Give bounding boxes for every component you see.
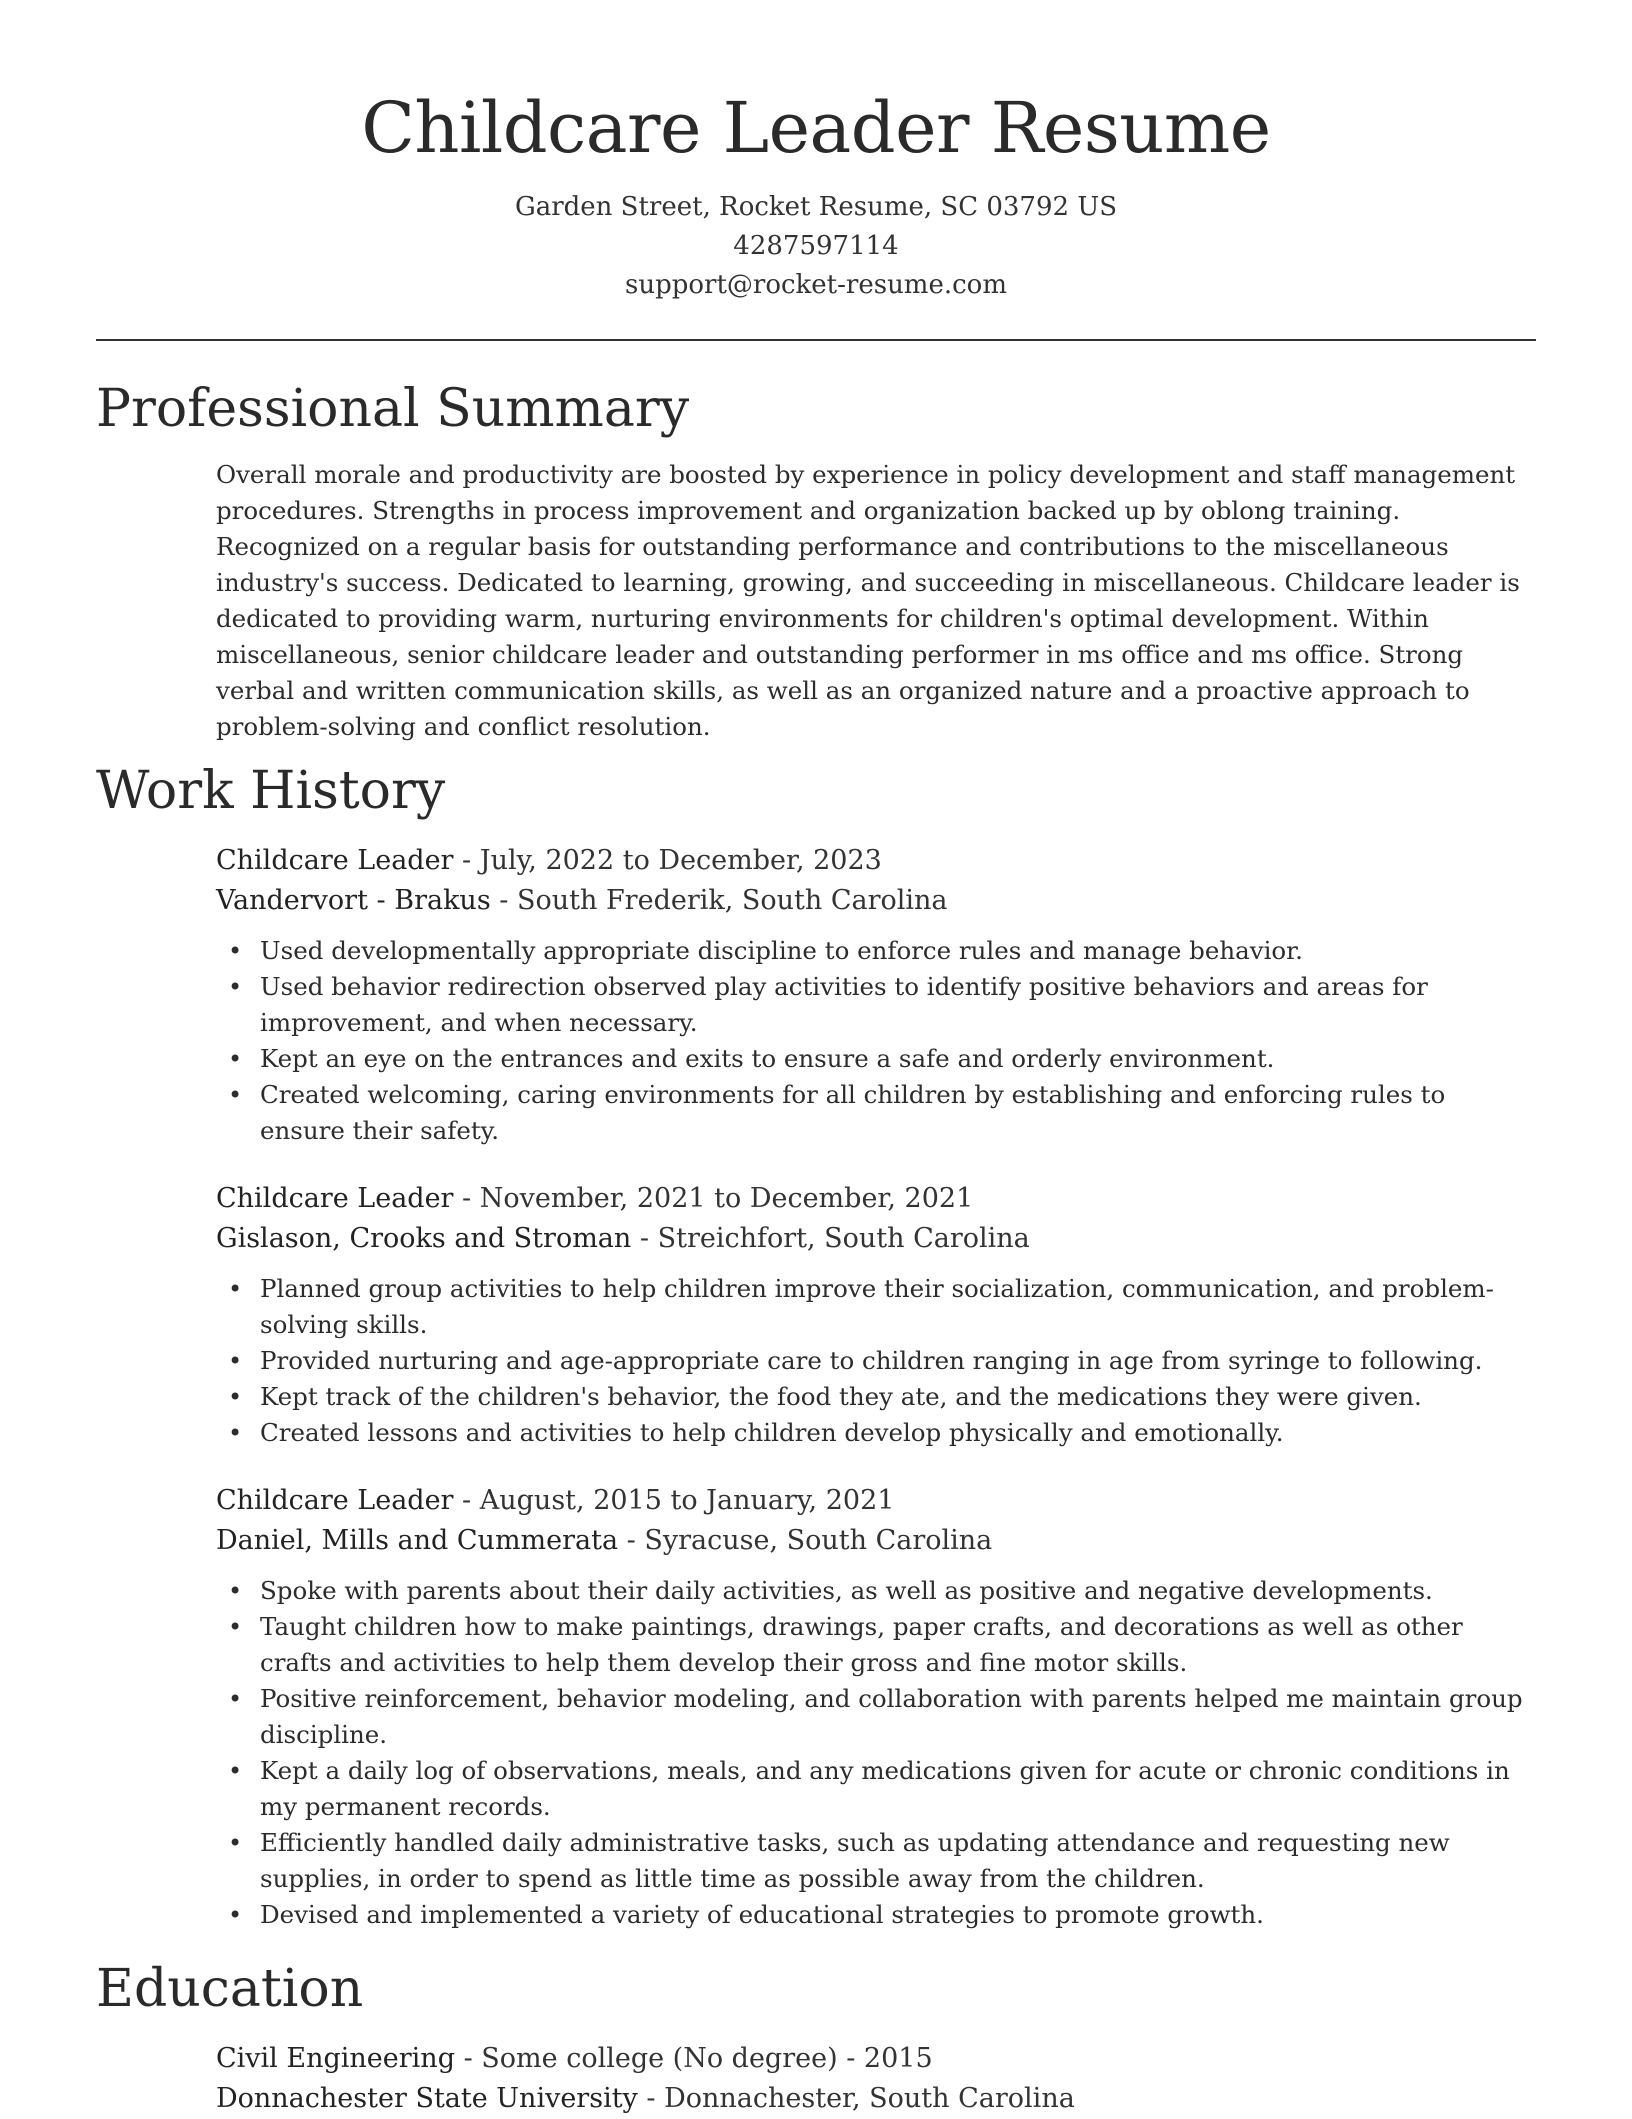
- job-title-line: [216, 841, 1536, 881]
- job-entry: [216, 841, 1536, 1149]
- separator: -: [631, 1223, 658, 1254]
- job-bullet: • Created welcoming, caring environments for all children by establishing and enforcing rules to ensure their safety.: [260, 1077, 1536, 1149]
- job-bullet: • Planned group activities to help children improve their socialization, communication, and problem-solving skills.: [260, 1271, 1536, 1343]
- job-role: Childcare Leader: [216, 1485, 454, 1516]
- job-entry: [216, 1179, 1536, 1451]
- job-bullet: • Kept an eye on the entrances and exits to ensure a safe and orderly environment.: [260, 1041, 1536, 1077]
- separator: -: [837, 2043, 864, 2074]
- job-bullet: • Positive reinforcement, behavior modeling, and collaboration with parents helped me maintain group discipline.: [260, 1681, 1536, 1753]
- job-bullet: • Taught children how to make paintings, drawings, paper crafts, and decorations as well as other crafts and activities to help them develop their gross and fine motor skills.: [260, 1609, 1536, 1681]
- separator: -: [490, 885, 517, 916]
- separator: -: [618, 1525, 645, 1556]
- job-entry: [216, 1481, 1536, 1933]
- section-title-work-history: Work History: [96, 761, 446, 821]
- education-section: [216, 2039, 1536, 2119]
- education-year: 2015: [863, 2043, 933, 2074]
- job-location: South Frederik, South Carolina: [516, 885, 948, 916]
- education-entry: [216, 2039, 1536, 2119]
- job-company-line: [216, 1521, 1536, 1561]
- job-bullet: • Spoke with parents about their daily activities, as well as positive and negative developments.: [260, 1573, 1536, 1609]
- job-bullets: [216, 933, 1536, 1149]
- separator: -: [453, 1485, 480, 1516]
- job-bullet: • Devised and implemented a variety of educational strategies to promote growth.: [260, 1897, 1536, 1933]
- job-location: Syracuse, South Carolina: [644, 1525, 993, 1556]
- header-divider: [96, 339, 1536, 341]
- job-dates: November, 2021 to December, 2021: [479, 1183, 974, 1214]
- summary-text: Overall morale and productivity are boosted by experience in policy development and staff management procedures. Strengths in process improvement and organization backed up by oblong training. Recognized on a regular basis for outstanding performance and contributions to the miscellaneous industry's success. Dedicated to learning, growing, and succeeding in miscellaneous. Childcare leader is dedicated to providing warm, nurturing environments for children's optimal development. Within miscellaneous, senior childcare leader and outstanding performer in ms office and ms office. Strong verbal and written communication skills, as well as an organized nature and a proactive approach to problem-solving and conflict resolution.: [216, 460, 1520, 741]
- contact-email: support@rocket-resume.com: [624, 270, 1007, 300]
- summary-section: [216, 457, 1536, 745]
- job-dates: August, 2015 to January, 2021: [479, 1485, 895, 1516]
- contact-address: Garden Street, Rocket Resume, SC 03792 US: [514, 192, 1118, 222]
- job-title-line: [216, 1179, 1536, 1219]
- education-field: Civil Engineering: [216, 2043, 455, 2074]
- job-bullet: • Kept track of the children's behavior, the food they ate, and the medications they were given.: [260, 1379, 1536, 1415]
- job-company: Daniel, Mills and Cummerata: [216, 1525, 619, 1556]
- job-bullets: [216, 1271, 1536, 1451]
- resume-page: [96, 0, 1536, 2119]
- contact-phone: 4287597114: [733, 231, 899, 261]
- job-dates: July, 2022 to December, 2023: [479, 845, 882, 876]
- education-location: Donnachester, South Carolina: [664, 2083, 1075, 2114]
- section-title-summary: Professional Summary: [96, 379, 690, 439]
- section-title-education: Education: [96, 1959, 364, 2019]
- job-bullet: • Used developmentally appropriate discipline to enforce rules and manage behavior.: [260, 933, 1536, 969]
- separator: -: [453, 845, 480, 876]
- education-school-line: [216, 2079, 1536, 2119]
- contact-info: [96, 188, 1536, 305]
- job-bullet: • Efficiently handled daily administrative tasks, such as updating attendance and requesting new supplies, in order to spend as little time as possible away from the children.: [260, 1825, 1536, 1897]
- separator: -: [637, 2083, 665, 2114]
- resume-title: Childcare Leader Resume: [361, 87, 1271, 169]
- job-bullet: • Provided nurturing and age-appropriate care to children ranging in age from syringe to following.: [260, 1343, 1536, 1379]
- resume-header: [96, 0, 1536, 305]
- separator: -: [454, 2043, 482, 2074]
- education-degree-line: [216, 2039, 1536, 2079]
- education-school: Donnachester State University: [216, 2083, 638, 2114]
- work-history-section: [216, 841, 1536, 1933]
- job-bullet: • Kept a daily log of observations, meals, and any medications given for acute or chronic conditions in my permanent records.: [260, 1753, 1536, 1825]
- education-degree: Some college (No degree): [481, 2043, 838, 2074]
- job-location: Streichfort, South Carolina: [657, 1223, 1030, 1254]
- job-bullet: • Used behavior redirection observed play activities to identify positive behaviors and areas for improvement, and when necessary.: [260, 969, 1536, 1041]
- job-bullet: • Created lessons and activities to help children develop physically and emotionally.: [260, 1415, 1536, 1451]
- job-company: Vandervort - Brakus: [216, 885, 491, 916]
- job-company: Gislason, Crooks and Stroman: [216, 1223, 632, 1254]
- job-company-line: [216, 881, 1536, 921]
- separator: -: [453, 1183, 480, 1214]
- job-role: Childcare Leader: [216, 845, 454, 876]
- job-role: Childcare Leader: [216, 1183, 454, 1214]
- job-title-line: [216, 1481, 1536, 1521]
- job-bullets: [216, 1573, 1536, 1933]
- job-company-line: [216, 1219, 1536, 1259]
